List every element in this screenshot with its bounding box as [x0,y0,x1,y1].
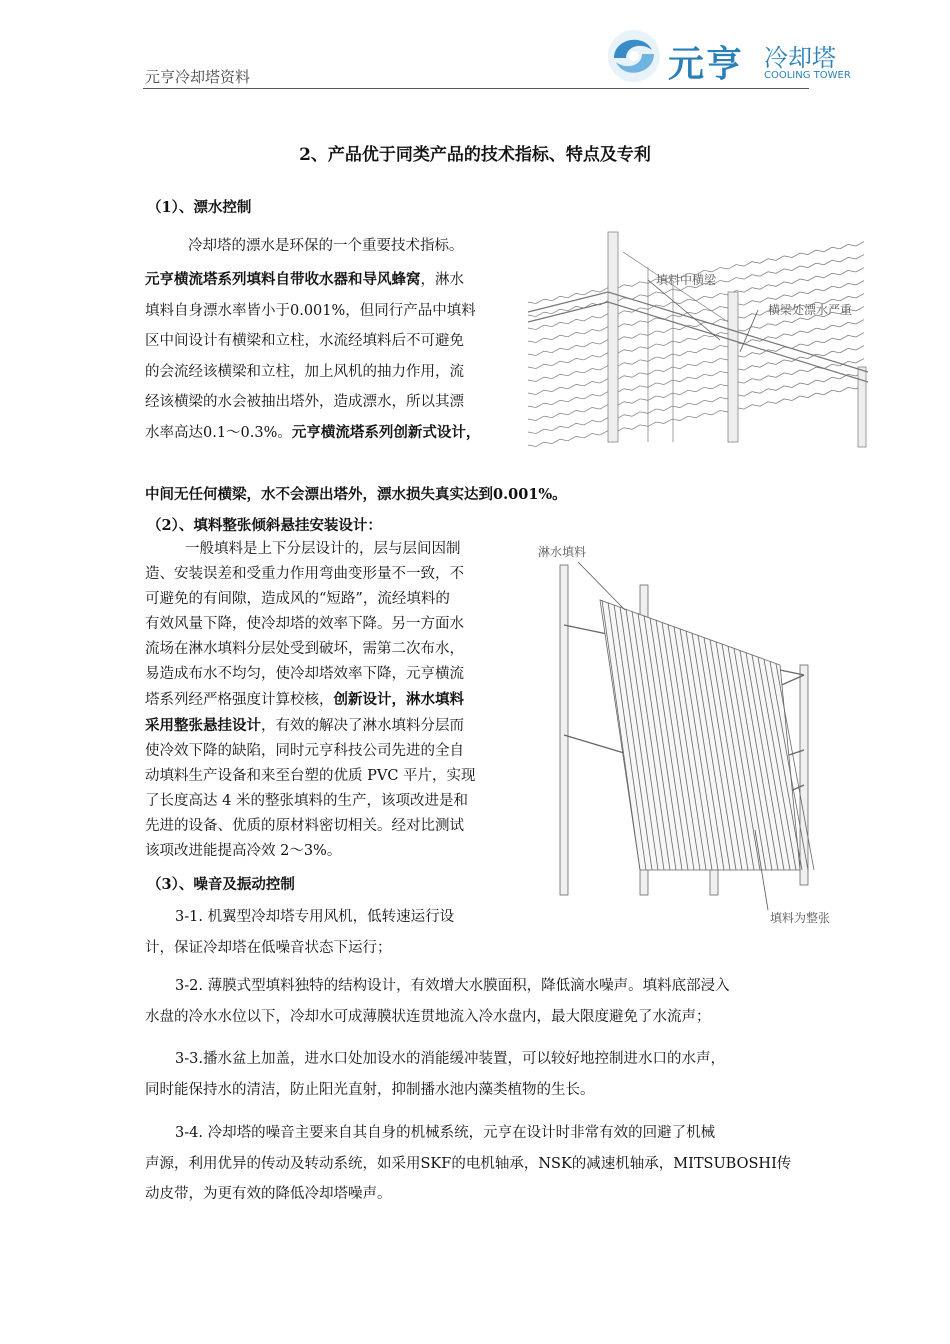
normal-text: 了长度高达 4 米的整张填料的生产，该项改进是和 [145,793,468,809]
section3-item4 [145,1118,810,1210]
body-line [145,713,517,739]
fill-corrugation [528,385,864,447]
item4-line: 3-4. 冷却塔的噪音主要来自其自身的机械系统，元亨在设计时非常有效的回避了机械 [175,1125,716,1141]
section3-heading: （3）、噪音及振动控制 [147,876,295,893]
item4-line: 声源，利用优异的传动及转动系统，如采用SKF的电机轴承，NSK的减速机轴承，MITSUBOSHI传 [145,1155,792,1172]
body-line [145,637,517,662]
section1-conclusion: 中间无任何横梁，水不会漂出塔外，漂水损失真实达到0.001%。 [145,486,567,503]
normal-text: 区中间设计有横梁和立柱，水流经填料后不可避免 [145,333,464,349]
label-full-sheet: 填料为整张 [770,911,831,925]
normal-text: 经该横梁的水会被抽出塔外，造成漂水，所以其漂 [145,394,464,410]
body-line [145,587,517,612]
normal-text: 先进的设备、优质的原材料密切相关。经对比测试 [145,818,464,834]
bold-text: 元亨横流塔系列创新式设计， [291,423,481,441]
normal-text: 的会流经该横梁和立柱，加上风机的抽力作用，流 [145,363,464,380]
section3-item2 [145,971,810,1032]
logo-brand: 元亨 [668,44,745,85]
item4-line: 动皮带，为更有效的降低冷却塔噪声。 [145,1186,392,1202]
company-logo [604,28,854,88]
page-title: 2、产品优于同类产品的技术指标、特点及专利 [299,145,651,165]
normal-text: 可避免的有间隙，造成风的“短路”，流经填料的 [145,591,450,607]
body-line [145,789,517,814]
body-line [145,814,517,839]
body-line [145,839,517,864]
normal-text: 该项改进能提高冷效 2～3%。 [145,843,342,859]
section3-item1 [145,902,525,963]
normal-text: 有效风量下降，使冷却塔的效率下降。另一方面水 [145,616,464,632]
section1-intro: 冷却塔的漂水是环保的一个重要技术指标。 [188,238,464,254]
normal-text: 水率高达0.1～0.3%。 [145,424,292,441]
item2-line: 3-2. 薄膜式型填料独特的结构设计，有效增大水膜面积，降低滴水噪声。填料底部浸入 [175,978,730,994]
body-line [145,562,517,587]
normal-text: 动填料生产设备和来至台塑的优质 PVC 平片，实现 [145,768,476,784]
bold-text: 元亨横流塔系列填料自带收水器和导风蜂窝 [145,271,421,288]
section2-body [145,537,517,864]
body-line [145,418,517,449]
normal-text: 流场在淋水填料分层处受到破坏，需第二次布水， [145,641,464,657]
section1-body [145,265,517,448]
figure-full-sheet-fill [530,540,860,925]
item3-line: 3-3.播水盆上加盖，进水口处加设水的消能缓冲装置，可以较好地控制进水口的水声， [175,1051,725,1067]
normal-text: 易造成布水不均匀，使冷却塔效率下降，元亨横流 [145,666,464,682]
normal-text: 使冷效下降的缺陷，同时元亨科技公司先进的全自 [145,743,464,759]
body-line [145,764,517,789]
label-fill-media: 淋水填料 [538,545,587,559]
body-line [145,265,517,296]
label-drift-heavy: 横梁处漂水严重 [768,303,853,317]
body-line [145,537,517,562]
fill-corrugation [528,359,864,421]
item1-line: 3-1. 机翼型冷却塔专用风机，低转速运行设 [175,909,455,925]
body-line [145,687,517,713]
item3-line: 同时能保持水的清洁，防止阳光直射，抑制播水池内藻类植物的生长。 [145,1081,595,1098]
bold-text: 创新设计，淋水填料 [333,691,464,708]
body-line [145,739,517,764]
normal-text: 填料自身漂水率皆小于0.001%，但同行产品中填料 [145,302,476,319]
fill-corrugation [528,372,864,434]
body-line [145,387,517,418]
fill-corrugation [528,333,864,395]
section1-heading: （1）、漂水控制 [147,199,252,216]
body-line [145,612,517,637]
item1-line: 计，保证冷却塔在低噪音状态下运行； [145,939,392,956]
header-divider [143,88,809,89]
header-doc-title: 元亨冷却塔资料 [145,68,251,86]
normal-text: ，淋水 [420,272,464,288]
item2-line: 水盘的冷水水位以下，冷却水可成薄膜状连贯地流入冷水盘内，最大限度避免了水流声； [145,1008,711,1025]
section3-item3 [145,1044,810,1105]
figure-fill-crossbeam [528,222,873,447]
body-line [145,662,517,687]
bold-text: 采用整张悬挂设计 [145,717,261,734]
normal-text: 造、安装误差和受重力作用弯曲变形量不一致，不 [145,566,464,582]
body-line [145,357,517,388]
normal-text: 一般填料是上下分层设计的，层与层间因制 [185,541,461,557]
body-line [145,326,517,357]
normal-text: ，有效的解决了淋水填料分层而 [261,718,464,734]
logo-en-sub: COOLING TOWER [764,70,851,81]
label-crossbeam: 填料中横梁 [656,273,717,287]
normal-text: 塔系列经严格强度计算校核， [145,692,334,708]
body-line [145,296,517,327]
section2-heading: （2）、填料整张倾斜悬挂安装设计： [147,517,382,534]
logo-cn-sub: 冷却塔 [764,44,836,72]
